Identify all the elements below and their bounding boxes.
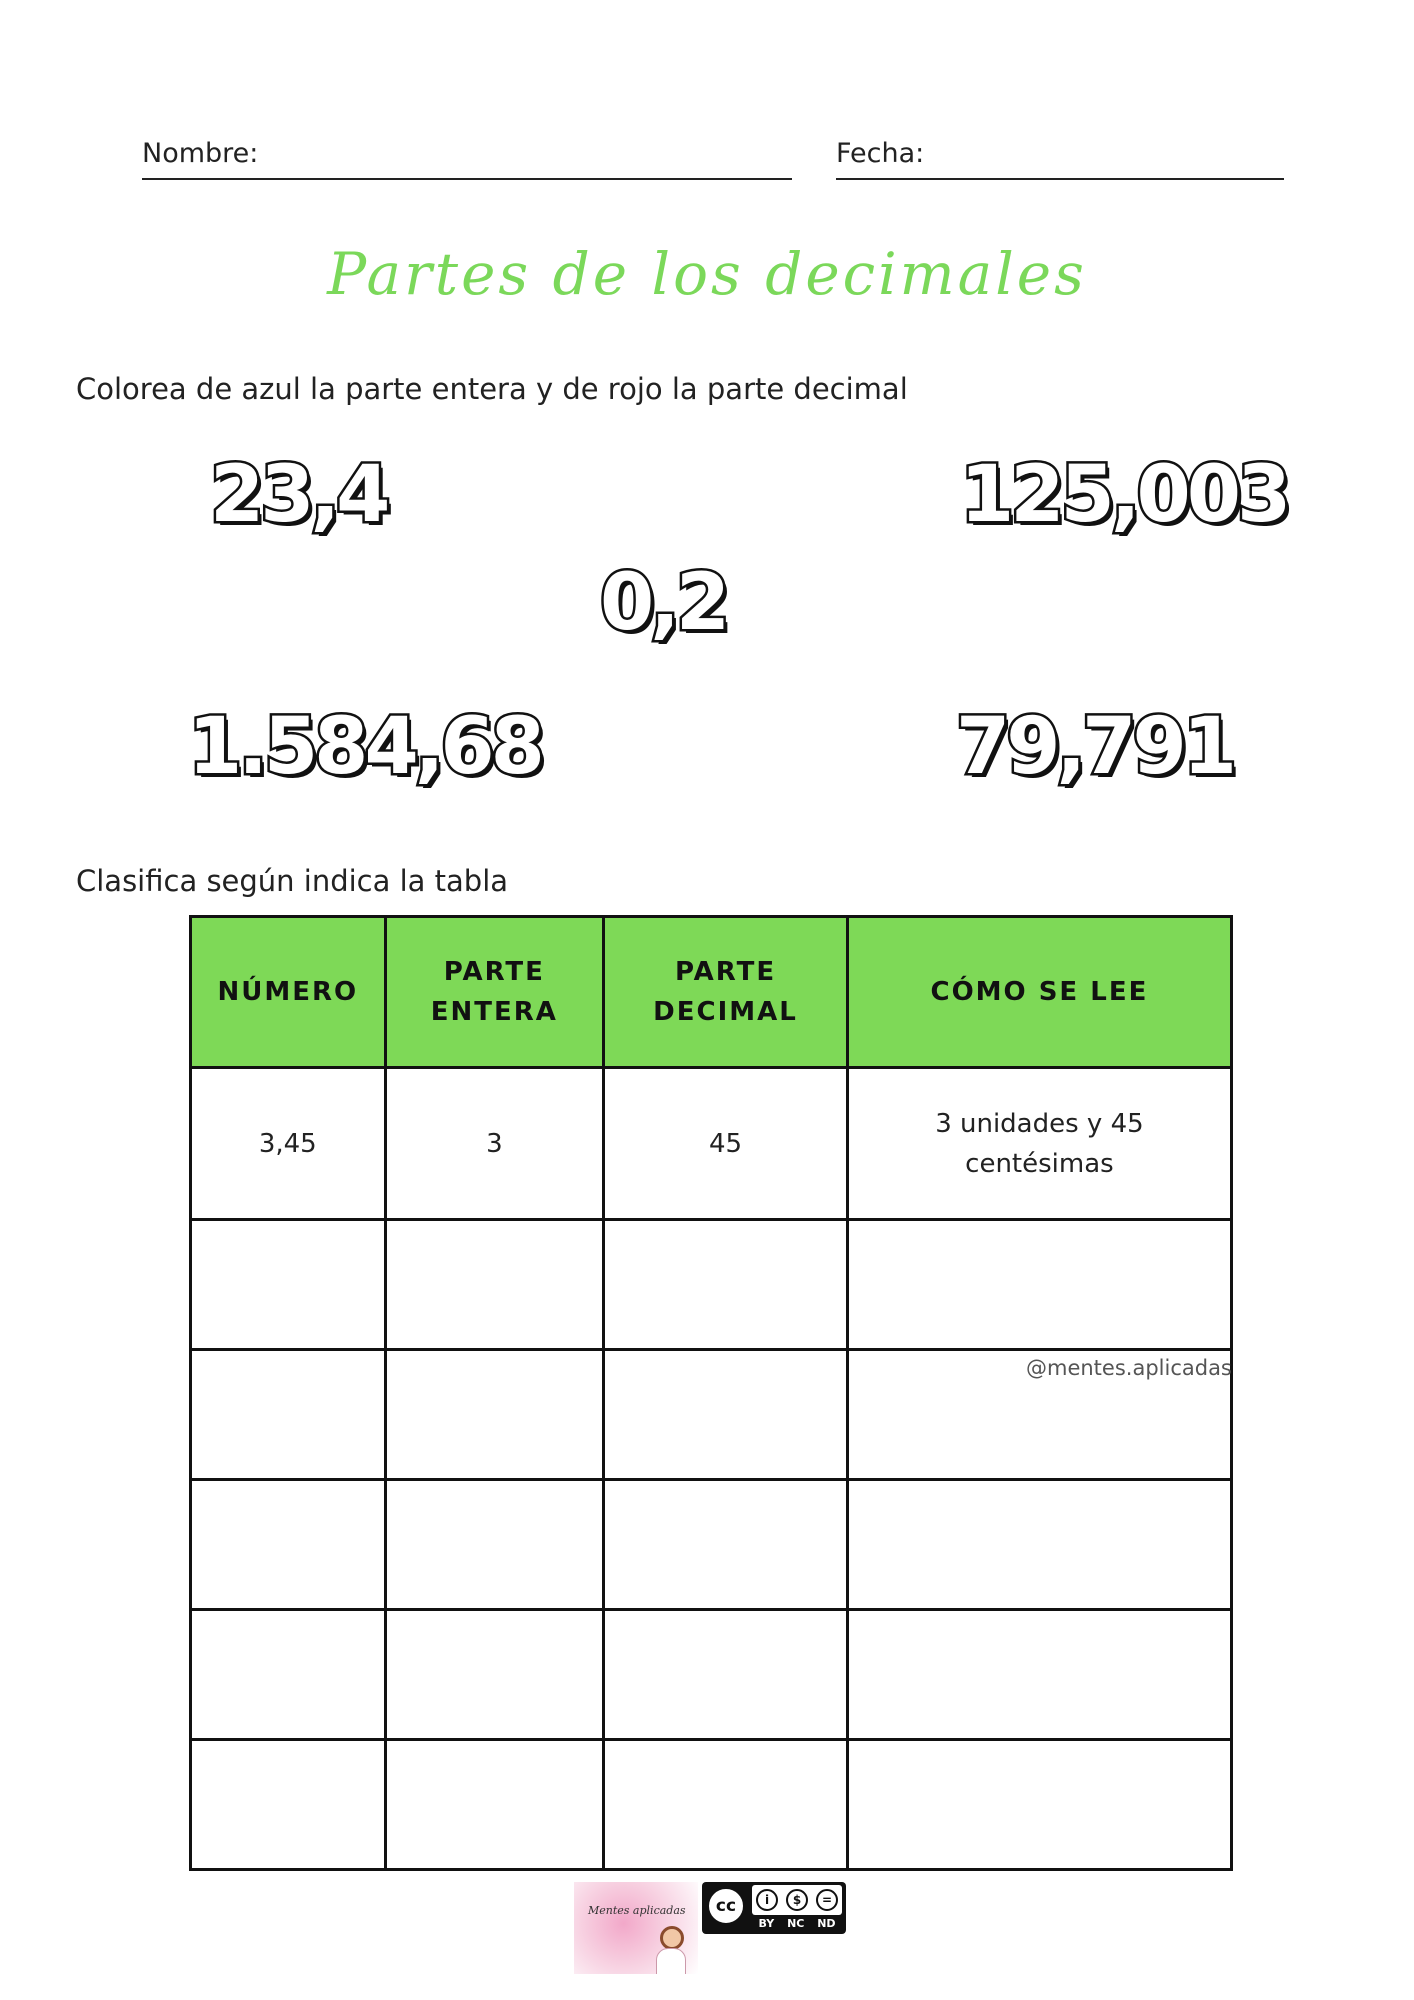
empty-cell[interactable] (847, 1480, 1231, 1610)
empty-cell[interactable] (191, 1220, 386, 1350)
empty-cell[interactable] (604, 1480, 848, 1610)
attribution-icon: i (756, 1889, 778, 1911)
table-row[interactable] (191, 1480, 1232, 1610)
empty-cell[interactable] (847, 1610, 1231, 1740)
cell-parte-entera: 3 (385, 1068, 604, 1220)
number-to-color[interactable]: 23,4 (210, 450, 387, 540)
table-row[interactable] (191, 1740, 1232, 1870)
header-parte-entera: PARTE ENTERA (385, 917, 604, 1068)
empty-cell[interactable] (847, 1220, 1231, 1350)
name-label: Nombre: (142, 138, 259, 169)
table-header-row (191, 917, 1232, 1068)
name-field[interactable] (142, 138, 792, 169)
cell-como-se-lee: 3 unidades y 45 centésimas (847, 1068, 1231, 1220)
license-label-nc: NC (787, 1917, 805, 1930)
empty-cell[interactable] (191, 1480, 386, 1610)
license-icons (752, 1885, 842, 1915)
avatar-body (656, 1948, 686, 1974)
empty-cell[interactable] (604, 1740, 848, 1870)
empty-cell[interactable] (847, 1740, 1231, 1870)
empty-cell[interactable] (191, 1350, 386, 1480)
table-row (191, 1068, 1232, 1220)
worksheet-title: Partes de los decimales (327, 240, 1087, 308)
empty-cell[interactable] (385, 1350, 604, 1480)
table-row[interactable] (191, 1610, 1232, 1740)
number-to-color[interactable]: 1.584,68 (188, 702, 541, 792)
license-label-by: BY (758, 1917, 775, 1930)
date-label: Fecha: (836, 138, 925, 169)
cell-parte-decimal: 45 (604, 1068, 848, 1220)
instruction-classify: Clasifica según indica la tabla (76, 864, 509, 898)
date-underline (836, 178, 1284, 180)
noderivatives-icon: = (816, 1889, 838, 1911)
number-to-color[interactable]: 125,003 (960, 450, 1288, 540)
number-to-color[interactable]: 79,791 (956, 702, 1233, 792)
classification-table (189, 915, 1233, 1871)
license-label-nd: ND (817, 1917, 836, 1930)
name-underline (142, 178, 792, 180)
creative-commons-license-badge (702, 1882, 846, 1934)
empty-cell[interactable] (604, 1350, 848, 1480)
empty-cell[interactable] (604, 1220, 848, 1350)
empty-cell[interactable] (191, 1740, 386, 1870)
empty-cell[interactable] (385, 1610, 604, 1740)
instruction-coloring: Colorea de azul la parte entera y de rojo la parte decimal (76, 372, 908, 406)
cc-icon: cc (706, 1886, 746, 1926)
empty-cell[interactable] (191, 1610, 386, 1740)
header-numero: NÚMERO (191, 917, 386, 1068)
header-parte-decimal: PARTE DECIMAL (604, 917, 848, 1068)
license-labels (752, 1917, 842, 1930)
empty-cell[interactable] (604, 1610, 848, 1740)
empty-cell[interactable] (385, 1220, 604, 1350)
watermark: @mentes.aplicadas (1026, 1356, 1232, 1380)
logo-text: Mentes aplicadas (588, 1904, 686, 1917)
empty-cell[interactable] (385, 1480, 604, 1610)
number-to-color[interactable]: 0,2 (600, 558, 727, 648)
date-field[interactable] (836, 138, 1284, 169)
header-como-se-lee: CÓMO SE LEE (847, 917, 1231, 1068)
brand-logo (574, 1882, 698, 1974)
empty-cell[interactable] (385, 1740, 604, 1870)
noncommercial-icon: $ (786, 1889, 808, 1911)
table-row[interactable] (191, 1220, 1232, 1350)
cell-numero: 3,45 (191, 1068, 386, 1220)
avatar-icon (660, 1926, 684, 1950)
